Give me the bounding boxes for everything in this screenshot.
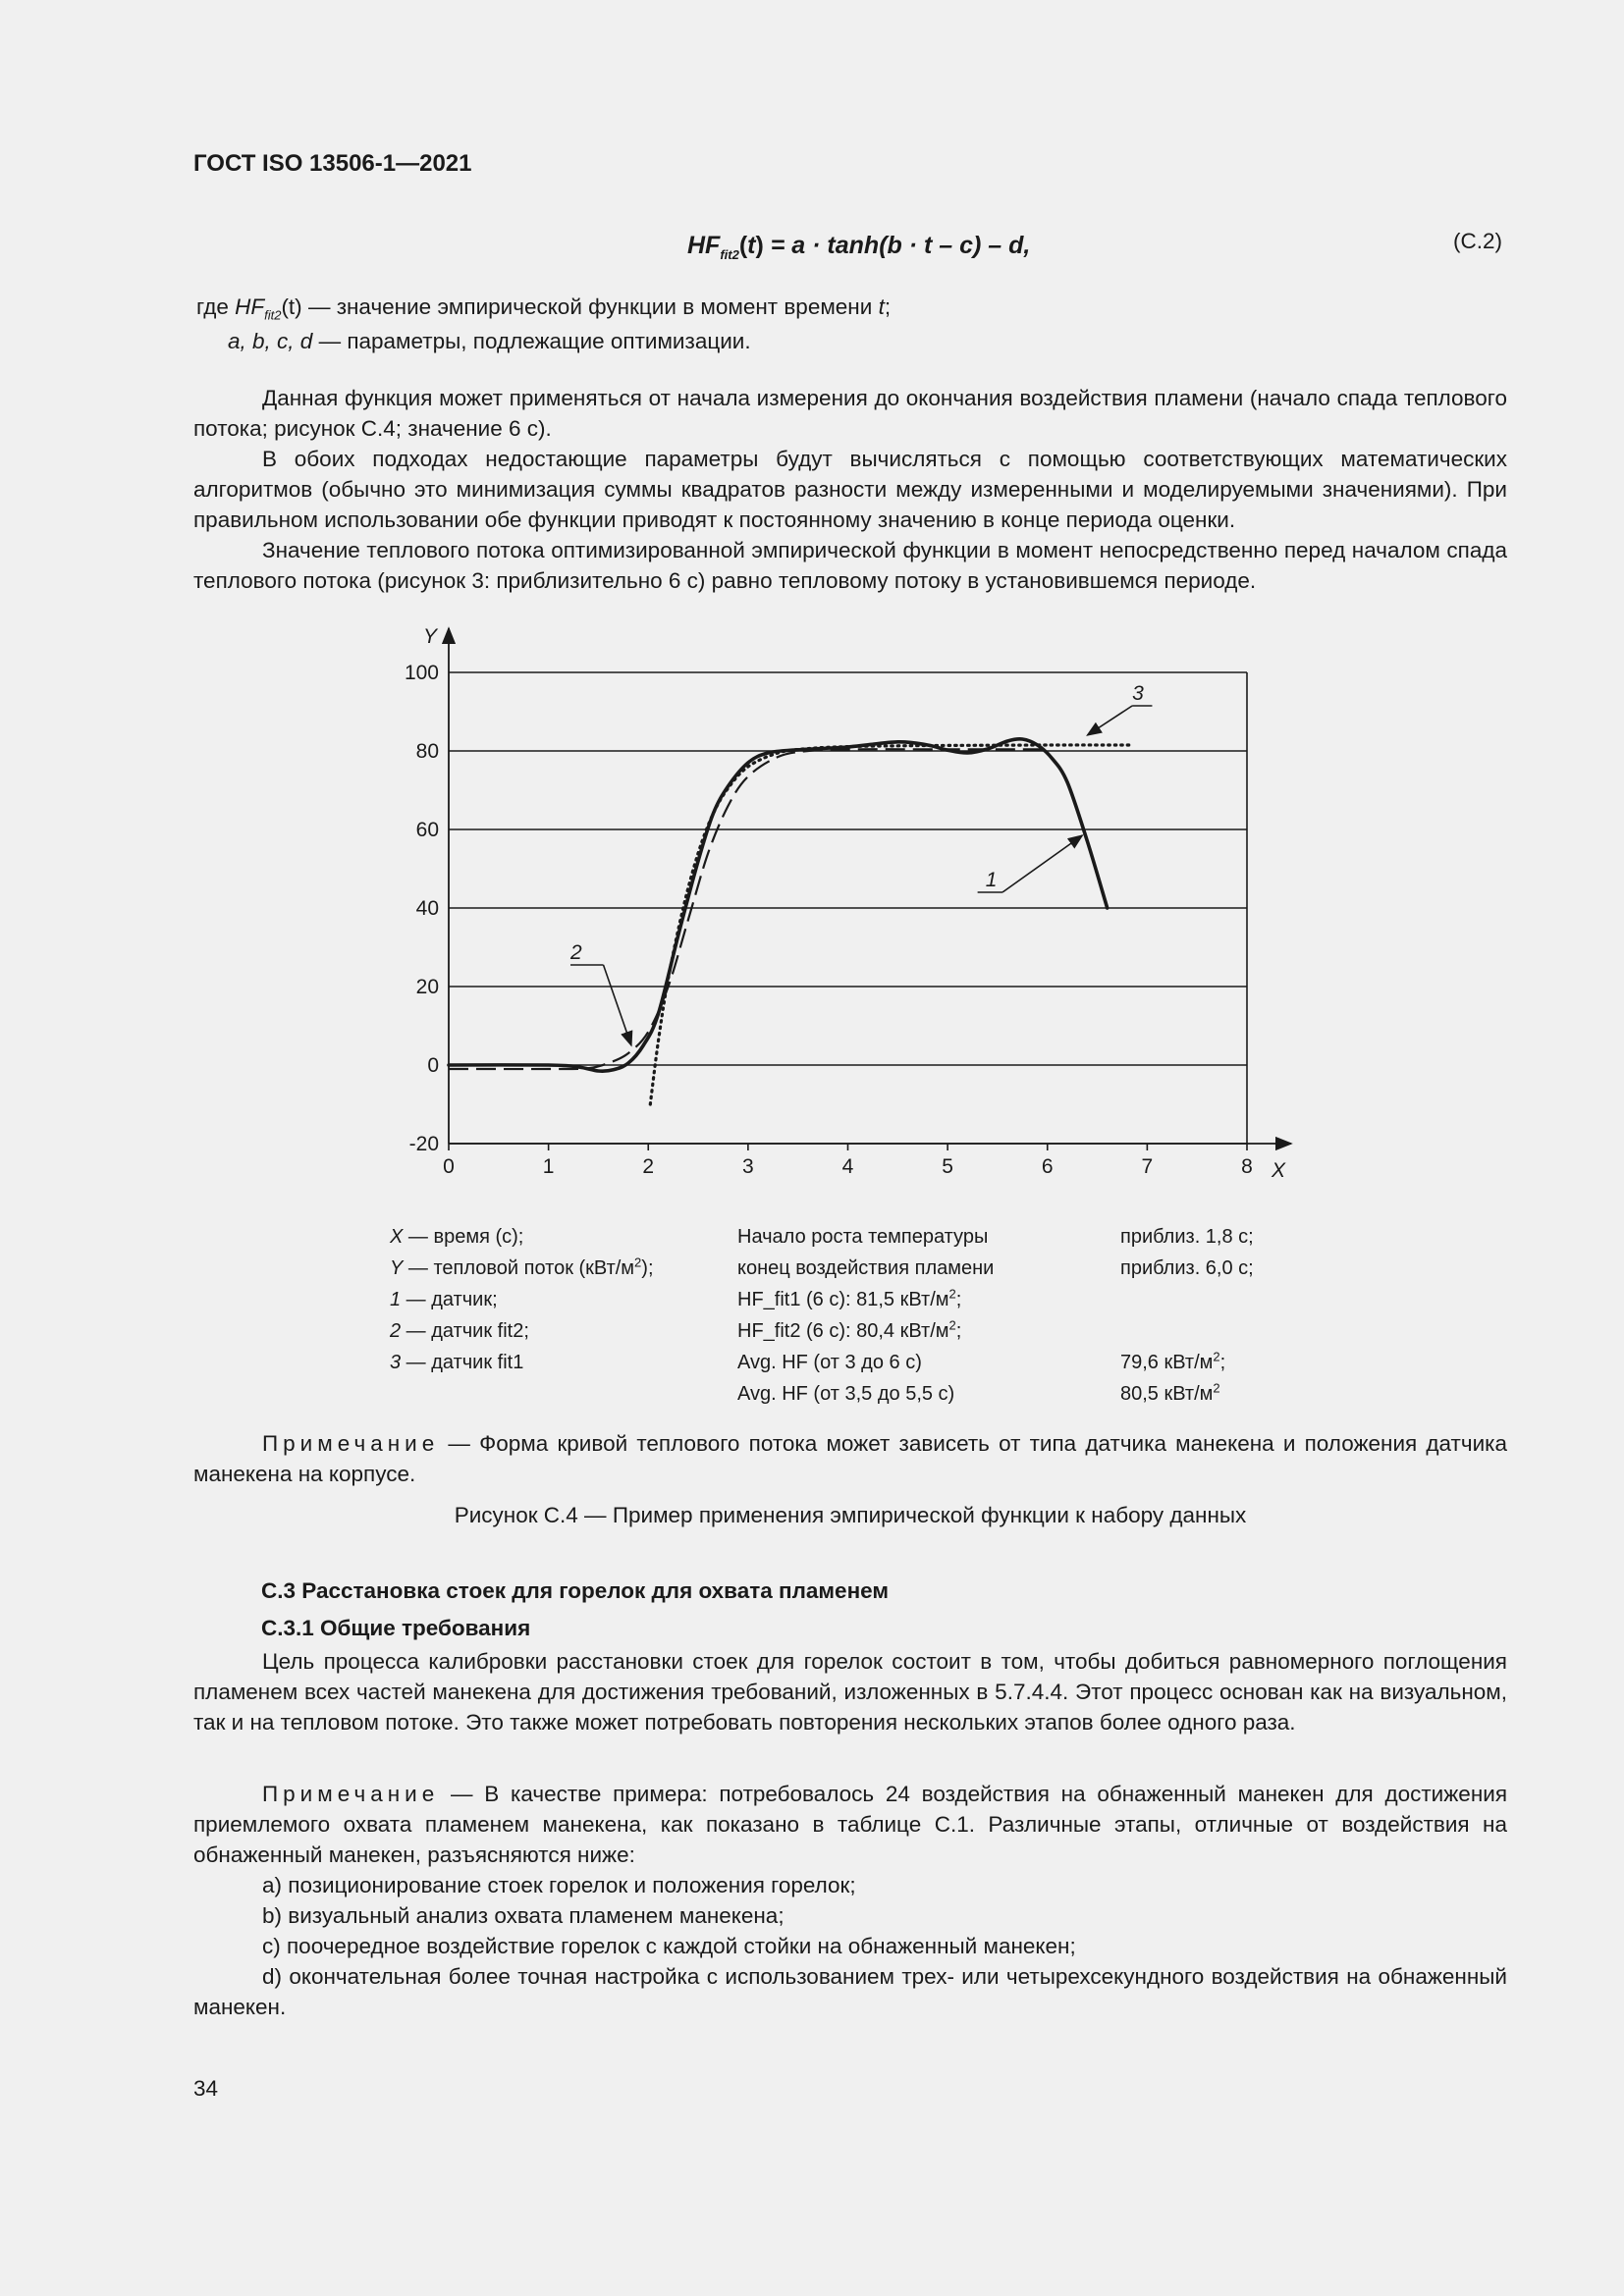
legend-sup: 2 bbox=[948, 1286, 956, 1302]
where-line-2: a, b, c, d — параметры, подлежащие оптимизации. bbox=[228, 329, 751, 353]
legend-text: HF_fit1 (6 с): 81,5 кВт/м bbox=[737, 1289, 949, 1310]
legend-text: — время (с); bbox=[403, 1226, 524, 1248]
x-tick-4: 4 bbox=[841, 1155, 854, 1178]
figure-caption: Рисунок C.4 — Пример применения эмпирической функции к набору данных bbox=[454, 1503, 1247, 1527]
legend-text: Начало роста температуры bbox=[737, 1226, 989, 1248]
x-tick-1: 1 bbox=[542, 1155, 555, 1178]
section-note-label: Примечание bbox=[262, 1782, 440, 1806]
list-item-a: a) позиционирование стоек горелок и положения горелок; bbox=[262, 1873, 856, 1897]
y-tick--20: -20 bbox=[408, 1133, 439, 1155]
x-tick-7: 7 bbox=[1141, 1155, 1154, 1178]
y-tick-40: 40 bbox=[415, 897, 439, 920]
legend-end: ; bbox=[955, 1289, 962, 1310]
legend-text: 80,5 кВт/м bbox=[1120, 1383, 1214, 1405]
section-paragraph: Цель процесса калибровки расстановки стоек для горелок состоит в том, чтобы добиться равномерного поглощения пламенем всех частей манекена для достижения требований, изложенных в 5.7.4.4. Этот процесс основан как на визуальном, так и на тепловом потоке. Это также может потребовать повторения нескольких этапов более одного раза. bbox=[193, 1649, 1507, 1735]
legend-var: 3 bbox=[390, 1352, 402, 1373]
note-text: — Форма кривой теплового потока может зависеть от типа датчика манекена и положения датчика манекена на корпусе. bbox=[193, 1431, 1507, 1486]
paragraph-1: Данная функция может применяться от начала измерения до окончания воздействия пламени (начало спада теплового потока; рисунок C.4; значение 6 с). bbox=[193, 386, 1507, 441]
paragraph-2: В обоих подходах недостающие параметры будут вычисляться с помощью соответствующих математических алгоритмов (обычно это минимизация суммы квадратов разности между измеренными и моделируемыми значениями). При правильном использовании обе функции приводят к постоянному значению в конце периода оценки. bbox=[193, 447, 1507, 532]
legend-text: конец воздействия пламени bbox=[737, 1257, 995, 1279]
x-tick-0: 0 bbox=[443, 1155, 455, 1178]
y-axis-label: Y bbox=[423, 625, 438, 648]
legend-text: 79,6 кВт/м bbox=[1120, 1352, 1214, 1373]
curve-label-1: 1 bbox=[985, 869, 998, 891]
y-tick-80: 80 bbox=[415, 740, 439, 763]
page-number: 34 bbox=[193, 2076, 219, 2101]
legend-text: Avg. HF (от 3 до 6 с) bbox=[737, 1352, 922, 1373]
legend-var: 2 bbox=[390, 1320, 402, 1342]
list-item-c: c) поочередное воздействие горелок с каждой стойки на обнаженный манекен; bbox=[262, 1934, 1076, 1958]
formula-sub: fit2 bbox=[720, 247, 739, 262]
heat-flux-chart bbox=[383, 618, 1316, 1198]
legend-row bbox=[1120, 1225, 1254, 1249]
document-header: ГОСТ ISO 13506-1—2021 bbox=[193, 150, 472, 177]
legend-text: приблиз. 1,8 с; bbox=[1120, 1226, 1254, 1248]
legend-sup: 2 bbox=[634, 1255, 642, 1270]
formula-rhs: = a · tanh(b · t – c) – d, bbox=[770, 232, 1031, 259]
list-item-b: b) визуальный анализ охвата пламенем манекена; bbox=[262, 1903, 785, 1928]
legend-var: 1 bbox=[390, 1289, 402, 1310]
y-tick-100: 100 bbox=[404, 662, 439, 684]
legend-row bbox=[737, 1225, 988, 1249]
leader-line-1 bbox=[1002, 835, 1082, 892]
legend-row bbox=[737, 1351, 922, 1374]
x-axis-label: X bbox=[1272, 1159, 1286, 1182]
legend-text: — датчик fit1 bbox=[401, 1352, 524, 1373]
legend-row bbox=[390, 1351, 523, 1374]
section-note bbox=[193, 1779, 1507, 1870]
x-tick-3: 3 bbox=[742, 1155, 754, 1178]
legend-end: ); bbox=[641, 1257, 654, 1279]
legend-sup: 2 bbox=[1213, 1349, 1220, 1364]
legend-sup: 2 bbox=[948, 1317, 956, 1333]
x-tick-2: 2 bbox=[642, 1155, 655, 1178]
legend-row bbox=[737, 1319, 961, 1343]
legend-var: Y bbox=[390, 1257, 404, 1279]
legend-row bbox=[737, 1256, 994, 1280]
formula-number: (C.2) bbox=[1453, 229, 1502, 253]
legend-end: ; bbox=[1219, 1352, 1226, 1373]
curve-label-3: 3 bbox=[1132, 682, 1144, 705]
legend-row bbox=[390, 1319, 529, 1343]
paragraph-3: Значение теплового потока оптимизированной эмпирической функции в момент непосредственно перед началом спада теплового потока (рисунок 3: приблизительно 6 с) равно тепловому потоку в установившемся периоде. bbox=[193, 538, 1507, 593]
legend-row bbox=[390, 1225, 523, 1249]
note-label: Примечание bbox=[262, 1431, 440, 1456]
figure-note bbox=[193, 1428, 1507, 1489]
legend-row bbox=[1120, 1382, 1220, 1406]
y-tick-60: 60 bbox=[415, 819, 439, 841]
section-note-text: — В качестве примера: потребовалось 24 воздействия на обнаженный манекен для достижения приемлемого охвата пламенем манекена, как показано в таблице C.1. Различные этапы, отличные от воздействия на обнаженный манекен, разъясняются ниже: bbox=[193, 1782, 1507, 1867]
legend-text: приблиз. 6,0 с; bbox=[1120, 1257, 1254, 1279]
legend-row bbox=[1120, 1351, 1225, 1374]
legend-row bbox=[1120, 1256, 1254, 1280]
series-line-1 bbox=[449, 739, 1108, 1071]
formula: $HF_{fit2}(t) = a \cdot \tanh(b \cdot t - c) - d$, bbox=[687, 232, 1031, 262]
legend-var: X bbox=[390, 1226, 404, 1248]
formula-func: HF bbox=[687, 232, 721, 259]
legend-end: ; bbox=[955, 1320, 962, 1342]
x-tick-5: 5 bbox=[942, 1155, 953, 1178]
y-tick-0: 0 bbox=[427, 1054, 439, 1077]
subsection-heading: C.3.1 Общие требования bbox=[261, 1616, 531, 1640]
curve-label-2: 2 bbox=[569, 941, 582, 964]
legend-text: — датчик fit2; bbox=[401, 1320, 529, 1342]
legend-row bbox=[737, 1382, 954, 1406]
legend-row bbox=[390, 1288, 498, 1311]
where-line-1: где $HF_{fit2}(t)$ — значение эмпирической функции в момент времени t; bbox=[196, 294, 892, 323]
section-heading: C.3 Расстановка стоек для горелок для охвата пламенем bbox=[261, 1578, 890, 1603]
legend-sup: 2 bbox=[1213, 1380, 1220, 1396]
legend-row bbox=[390, 1256, 654, 1280]
y-tick-20: 20 bbox=[415, 976, 439, 998]
legend-text: — тепловой поток (кВт/м bbox=[403, 1257, 635, 1279]
series-line-3 bbox=[650, 745, 1132, 1104]
leader-line-3 bbox=[1087, 706, 1132, 735]
formula-arg: t bbox=[747, 232, 756, 259]
legend-text: Avg. HF (от 3,5 до 5,5 с) bbox=[737, 1383, 955, 1405]
legend-row bbox=[737, 1288, 961, 1311]
series-line-2 bbox=[449, 749, 1048, 1069]
list-item-d: d) окончательная более точная настройка с использованием трех- или четырехсекундного воздействия на обнаженный манекен. bbox=[193, 1964, 1507, 2019]
x-tick-8: 8 bbox=[1241, 1155, 1253, 1178]
x-tick-6: 6 bbox=[1041, 1155, 1054, 1178]
leader-line-2 bbox=[604, 965, 631, 1045]
legend-text: — датчик; bbox=[401, 1289, 498, 1310]
legend-text: HF_fit2 (6 с): 80,4 кВт/м bbox=[737, 1320, 949, 1342]
